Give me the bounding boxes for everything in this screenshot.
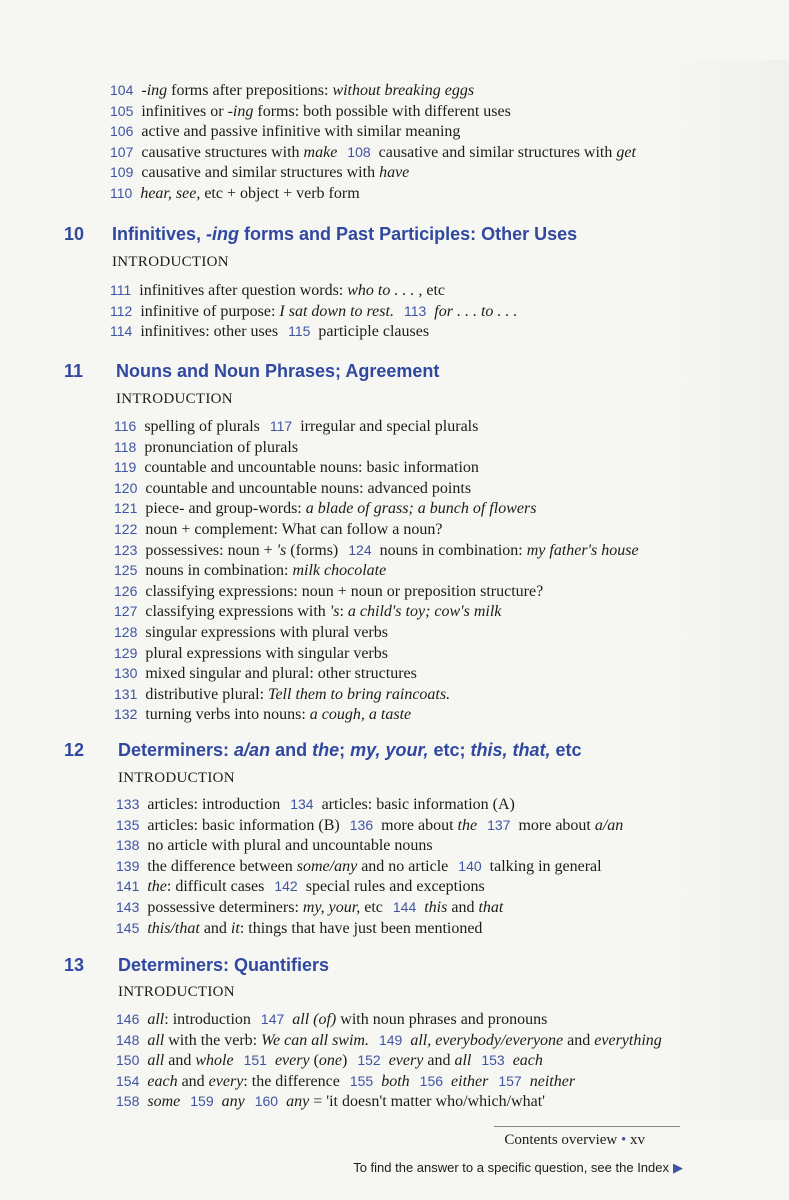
- section-number[interactable]: 154: [116, 1072, 140, 1089]
- entry-text: hear, see,: [140, 184, 201, 202]
- contents-entry-line: [114, 643, 774, 664]
- contents-entry-line: [110, 301, 770, 322]
- entry-text: special rules and exceptions: [301, 878, 485, 896]
- chapter-title-text: etc: [550, 740, 582, 760]
- entry-text: : difficult cases: [166, 878, 265, 896]
- entry-text: I sat down to rest.: [279, 302, 394, 320]
- contents-entry-line: [116, 876, 776, 897]
- entry-text: without breaking eggs: [332, 82, 475, 99]
- contents-entry-line: [116, 794, 776, 815]
- entry-text: that: [478, 898, 504, 916]
- entry-text: milk chocolate: [292, 562, 387, 580]
- section-number[interactable]: 155: [349, 1072, 374, 1089]
- section-number[interactable]: 107: [110, 143, 134, 160]
- entry-text: countable and uncountable nouns: advanced points: [141, 479, 472, 497]
- entry-text: the difference between: [143, 857, 297, 875]
- entry-text: articles: basic information (B): [143, 816, 340, 834]
- entry-text: pronunciation of plurals: [140, 438, 299, 456]
- entry-text: this: [424, 898, 448, 916]
- entry-text: a blade of grass; a bunch of flowers: [305, 500, 537, 518]
- bullet-separator: •: [620, 1132, 627, 1148]
- entry-text: infinitives or -: [137, 102, 233, 120]
- entry-text: 's: [329, 603, 340, 621]
- entry-text: etc: [422, 282, 446, 299]
- chapter-title-text: this, that,: [470, 740, 551, 760]
- contents-entry-line: [110, 183, 770, 204]
- contents-entry-line: [116, 856, 776, 877]
- introduction-label[interactable]: INTRODUCTION: [118, 984, 235, 1000]
- entry-text: causative and similar structures with: [137, 164, 380, 182]
- chapter-title-text: Infinitives,: [112, 224, 207, 244]
- contents-entry-line: [114, 519, 774, 540]
- entry-text: and: [164, 1052, 196, 1070]
- chapter-title[interactable]: [118, 955, 329, 976]
- entry-text: each: [512, 1052, 543, 1070]
- footer-page-label: [504, 1132, 645, 1149]
- entry-text: every: [388, 1052, 424, 1070]
- chapter-number[interactable]: 10: [64, 224, 85, 244]
- chapter-title-text: etc;: [428, 740, 471, 760]
- chapter-entries: [116, 1009, 776, 1112]
- section-number[interactable]: 149: [378, 1031, 403, 1048]
- entry-text: for . . . to . . .: [434, 302, 518, 320]
- section-number[interactable]: 141: [116, 878, 140, 895]
- contents-entry-line: [114, 704, 774, 725]
- section-number[interactable]: 156: [419, 1072, 444, 1089]
- section-number[interactable]: 160: [254, 1093, 279, 1110]
- chapter-number[interactable]: 13: [64, 955, 85, 975]
- entry-text: turning verbs into nouns:: [141, 706, 310, 724]
- entry-text: whole: [195, 1052, 234, 1070]
- entry-text: possessives: noun +: [141, 541, 277, 559]
- contents-entry-line: [116, 1009, 776, 1030]
- entry-text: plural expressions with singular verbs: [141, 644, 388, 662]
- entry-text: infinitives: other uses: [136, 323, 279, 341]
- section-number[interactable]: 116: [114, 418, 137, 434]
- section-number[interactable]: 111: [110, 282, 132, 298]
- contents-entry-line: [114, 540, 774, 561]
- entry-text: spelling of plurals: [140, 418, 260, 435]
- entry-text: Tell them to bring raincoats.: [268, 685, 451, 703]
- contents-entry-line: [110, 162, 770, 183]
- section-number[interactable]: 120: [114, 479, 138, 496]
- entry-text: and no article: [357, 857, 449, 875]
- section-number[interactable]: 145: [116, 919, 140, 936]
- section-number[interactable]: 119: [114, 459, 137, 476]
- section-number[interactable]: 151: [243, 1052, 267, 1069]
- chapter-title-text: Determiners:: [118, 740, 235, 760]
- entry-text: all (of): [292, 1011, 337, 1028]
- entry-text: ing: [232, 102, 254, 120]
- chapter-title-text: -ing: [206, 224, 240, 244]
- section-number[interactable]: 148: [116, 1031, 140, 1048]
- entry-text: participle clauses: [314, 323, 430, 341]
- entry-text: piece- and group-words:: [141, 500, 306, 518]
- contents-entry-line: [114, 478, 774, 499]
- entry-text: and: [563, 1031, 595, 1049]
- introduction-label[interactable]: INTRODUCTION: [112, 254, 229, 270]
- entry-text: and: [199, 919, 231, 937]
- entry-text: noun + complement: What can follow a noun?: [141, 520, 443, 538]
- chapter-title-text: and: [270, 740, 313, 760]
- contents-overview-label: Contents overview: [504, 1132, 618, 1148]
- contents-entry-line: [110, 101, 770, 122]
- entry-text: any: [221, 1093, 245, 1111]
- entry-text: more about: [514, 816, 595, 834]
- entry-text: all: [147, 1031, 165, 1049]
- entry-text: the: [457, 816, 478, 834]
- entry-text: with noun phrases and pronouns: [336, 1011, 548, 1028]
- section-number[interactable]: 147: [260, 1011, 285, 1027]
- entry-text: make: [303, 143, 338, 161]
- entry-text: neither: [529, 1072, 576, 1090]
- entry-text: classifying expressions: noun + noun or preposition structure?: [141, 582, 544, 600]
- entry-text: ing: [146, 82, 168, 99]
- section-number[interactable]: 124: [348, 541, 372, 558]
- section-number[interactable]: 117: [269, 418, 293, 434]
- chapter-title-text: forms and Past Participles: Other Uses: [239, 224, 578, 244]
- entry-text: and: [447, 898, 479, 916]
- section-number[interactable]: 159: [190, 1093, 214, 1110]
- entry-text: causative structures with: [137, 143, 304, 161]
- section-number[interactable]: 143: [116, 898, 140, 915]
- entry-text: (forms): [286, 541, 339, 559]
- section-number[interactable]: 128: [114, 623, 138, 640]
- contents-entry-line: [114, 457, 774, 478]
- entry-text: and: [177, 1072, 209, 1090]
- contents-block-chapter-9-continued: [110, 80, 770, 204]
- introduction-label[interactable]: INTRODUCTION: [116, 391, 233, 407]
- entry-text: talking in general: [485, 857, 602, 875]
- contents-entry-line: [110, 142, 770, 163]
- entry-text: nouns in combination:: [375, 541, 527, 559]
- section-number[interactable]: 153: [481, 1052, 505, 1069]
- section-number[interactable]: 125: [114, 562, 138, 579]
- entry-text: no article with plural and uncountable nouns: [143, 837, 433, 855]
- entry-text: = 'it doesn't matter who/which/what': [309, 1093, 546, 1111]
- entry-text: everything: [594, 1031, 662, 1049]
- entry-text: my, your,: [302, 898, 361, 916]
- section-number[interactable]: 127: [114, 603, 138, 620]
- section-number[interactable]: 112: [110, 302, 133, 319]
- entry-text: irregular and special plurals: [296, 418, 479, 435]
- section-number[interactable]: 115: [288, 323, 311, 340]
- contents-entry-line: [116, 1030, 776, 1051]
- section-number[interactable]: 142: [274, 878, 298, 895]
- entry-text: a cough, a taste: [309, 706, 412, 724]
- entry-text: distributive plural:: [141, 685, 269, 703]
- section-number[interactable]: 108: [347, 143, 371, 160]
- section-number[interactable]: 138: [116, 837, 140, 854]
- entry-text: some/any: [296, 857, 358, 875]
- entry-text: causative and similar structures with: [374, 143, 617, 161]
- section-number[interactable]: 104: [110, 82, 134, 98]
- introduction-label[interactable]: INTRODUCTION: [118, 770, 235, 786]
- section-number[interactable]: 132: [114, 706, 138, 723]
- entry-text: : the difference: [243, 1072, 340, 1090]
- section-number[interactable]: 135: [116, 816, 140, 833]
- entry-text: ): [342, 1052, 348, 1070]
- chapter-entries: [110, 280, 770, 342]
- chapter-number[interactable]: 11: [64, 361, 84, 381]
- entry-text: get: [616, 143, 636, 161]
- section-number[interactable]: 122: [114, 520, 138, 537]
- contents-entry-line: [116, 835, 776, 856]
- entry-text: a/an: [594, 816, 624, 834]
- section-number[interactable]: 118: [114, 438, 137, 455]
- chapter-title-text: my, your,: [350, 740, 429, 760]
- entry-text: with the verb:: [164, 1031, 262, 1049]
- entry-text: infinitives after question words:: [135, 282, 348, 299]
- entry-text: each: [147, 1072, 178, 1090]
- entry-text: it: [230, 919, 240, 937]
- entry-text: more about: [377, 816, 458, 834]
- section-number[interactable]: 152: [357, 1052, 381, 1069]
- section-number[interactable]: 144: [392, 898, 417, 915]
- section-number[interactable]: 109: [110, 164, 134, 181]
- chapter-title-text: Determiners: Quantifiers: [118, 955, 330, 975]
- entry-text: countable and uncountable nouns: basic information: [140, 459, 479, 477]
- entry-text: all: [454, 1052, 472, 1070]
- contents-entry-line: [116, 1071, 776, 1092]
- entry-text: any: [286, 1093, 310, 1111]
- section-number[interactable]: 114: [110, 323, 133, 340]
- entry-text: all, everybody/everyone: [410, 1031, 564, 1049]
- entry-text: some: [147, 1093, 181, 1111]
- chapter-entries: [114, 416, 774, 725]
- entry-text: singular expressions with plural verbs: [141, 623, 388, 641]
- entry-text: all: [147, 1052, 165, 1070]
- chapter-title[interactable]: [116, 361, 439, 382]
- contents-entry-line: [110, 280, 770, 301]
- section-number[interactable]: 134: [290, 796, 314, 812]
- entry-text: forms after prepositions:: [167, 82, 333, 99]
- entry-text: my father's house: [526, 541, 639, 559]
- entry-text: every: [208, 1072, 244, 1090]
- section-number[interactable]: 121: [114, 500, 138, 517]
- entry-text: have: [379, 164, 410, 182]
- entry-text: possessive determiners:: [143, 898, 303, 916]
- section-number[interactable]: 133: [116, 796, 140, 812]
- contents-entry-line: [116, 918, 776, 939]
- entry-text: articles: introduction: [143, 796, 281, 813]
- section-number[interactable]: 131: [114, 685, 138, 702]
- entry-text: mixed singular and plural: other structures: [141, 665, 417, 683]
- section-number[interactable]: 129: [114, 644, 138, 661]
- footer-rule: [494, 1126, 680, 1127]
- section-number[interactable]: 126: [114, 582, 138, 599]
- section-number[interactable]: 123: [114, 541, 138, 558]
- page-number: xv: [630, 1132, 645, 1148]
- section-number[interactable]: 110: [110, 184, 133, 201]
- entry-text: nouns in combination:: [141, 562, 293, 580]
- chapter-title-text: a/an: [234, 740, 271, 760]
- contents-entry-line: [110, 80, 770, 101]
- entry-text: etc + object + verb form: [200, 184, 360, 202]
- entry-text: (: [309, 1052, 319, 1070]
- entry-text: forms: both possible with different uses: [253, 102, 511, 120]
- section-number[interactable]: 139: [116, 857, 140, 874]
- section-number[interactable]: 106: [110, 123, 134, 140]
- section-number[interactable]: 137: [487, 816, 511, 833]
- section-number[interactable]: 157: [498, 1072, 522, 1089]
- section-number[interactable]: 158: [116, 1093, 140, 1110]
- section-number[interactable]: 105: [110, 102, 134, 119]
- entry-text: one: [318, 1052, 343, 1070]
- contents-entry-line: [114, 581, 774, 602]
- entry-text: -: [137, 82, 147, 99]
- contents-entry-line: [114, 601, 774, 622]
- chapter-title[interactable]: [118, 740, 582, 761]
- contents-entry-line: [110, 121, 770, 142]
- index-hint: [353, 1160, 683, 1176]
- chapter-entries: [116, 794, 776, 938]
- contents-entry-line: [110, 321, 770, 342]
- chapter-title-text: ;: [339, 740, 351, 760]
- entry-text: We can all swim.: [261, 1031, 369, 1049]
- contents-entry-line: [116, 1091, 776, 1112]
- entry-text: all: [147, 1011, 165, 1028]
- contents-entry-line: [114, 416, 774, 437]
- section-number[interactable]: 146: [116, 1011, 140, 1027]
- section-number[interactable]: 113: [403, 302, 427, 319]
- entry-text: every: [274, 1052, 310, 1070]
- entry-text: 's: [276, 541, 287, 559]
- entry-text: who to . . . ,: [347, 282, 423, 299]
- contents-entry-line: [116, 1050, 776, 1071]
- entry-text: the: [147, 878, 167, 896]
- chapter-title-text: the: [312, 740, 340, 760]
- contents-entry-line: [114, 437, 774, 458]
- section-number[interactable]: 130: [114, 665, 138, 682]
- entry-text: infinitive of purpose:: [136, 302, 280, 320]
- entry-text: and: [423, 1052, 455, 1070]
- chapter-number[interactable]: 12: [64, 740, 85, 760]
- section-number[interactable]: 150: [116, 1052, 140, 1069]
- entry-text: active and passive infinitive with similar meaning: [137, 123, 461, 141]
- entry-text: : introduction: [164, 1011, 251, 1028]
- entry-text: articles: basic information (A): [317, 796, 515, 813]
- section-number[interactable]: 140: [458, 857, 482, 874]
- entry-text: etc: [360, 898, 383, 916]
- contents-entry-line: [114, 498, 774, 519]
- index-hint-text: To find the answer to a specific question, see the Index: [353, 1160, 669, 1175]
- entry-text: either: [451, 1072, 489, 1090]
- chapter-title-text: Nouns and Noun Phrases; Agreement: [116, 361, 440, 381]
- contents-entry-line: [114, 622, 774, 643]
- section-number[interactable]: 136: [349, 816, 374, 833]
- entry-text: : things that have just been mentioned: [239, 919, 483, 937]
- chapter-title[interactable]: [112, 224, 577, 245]
- entry-text: a child's toy; cow's milk: [347, 603, 502, 621]
- right-arrow-icon: ▶: [673, 1160, 683, 1175]
- contents-entry-line: [114, 560, 774, 581]
- contents-entry-line: [116, 897, 776, 918]
- entry-text: this/that: [147, 919, 200, 937]
- entry-text: :: [339, 603, 348, 621]
- entry-text: both: [381, 1072, 410, 1090]
- contents-entry-line: [114, 663, 774, 684]
- entry-text: classifying expressions with: [141, 603, 330, 621]
- contents-entry-line: [114, 684, 774, 705]
- contents-entry-line: [116, 815, 776, 836]
